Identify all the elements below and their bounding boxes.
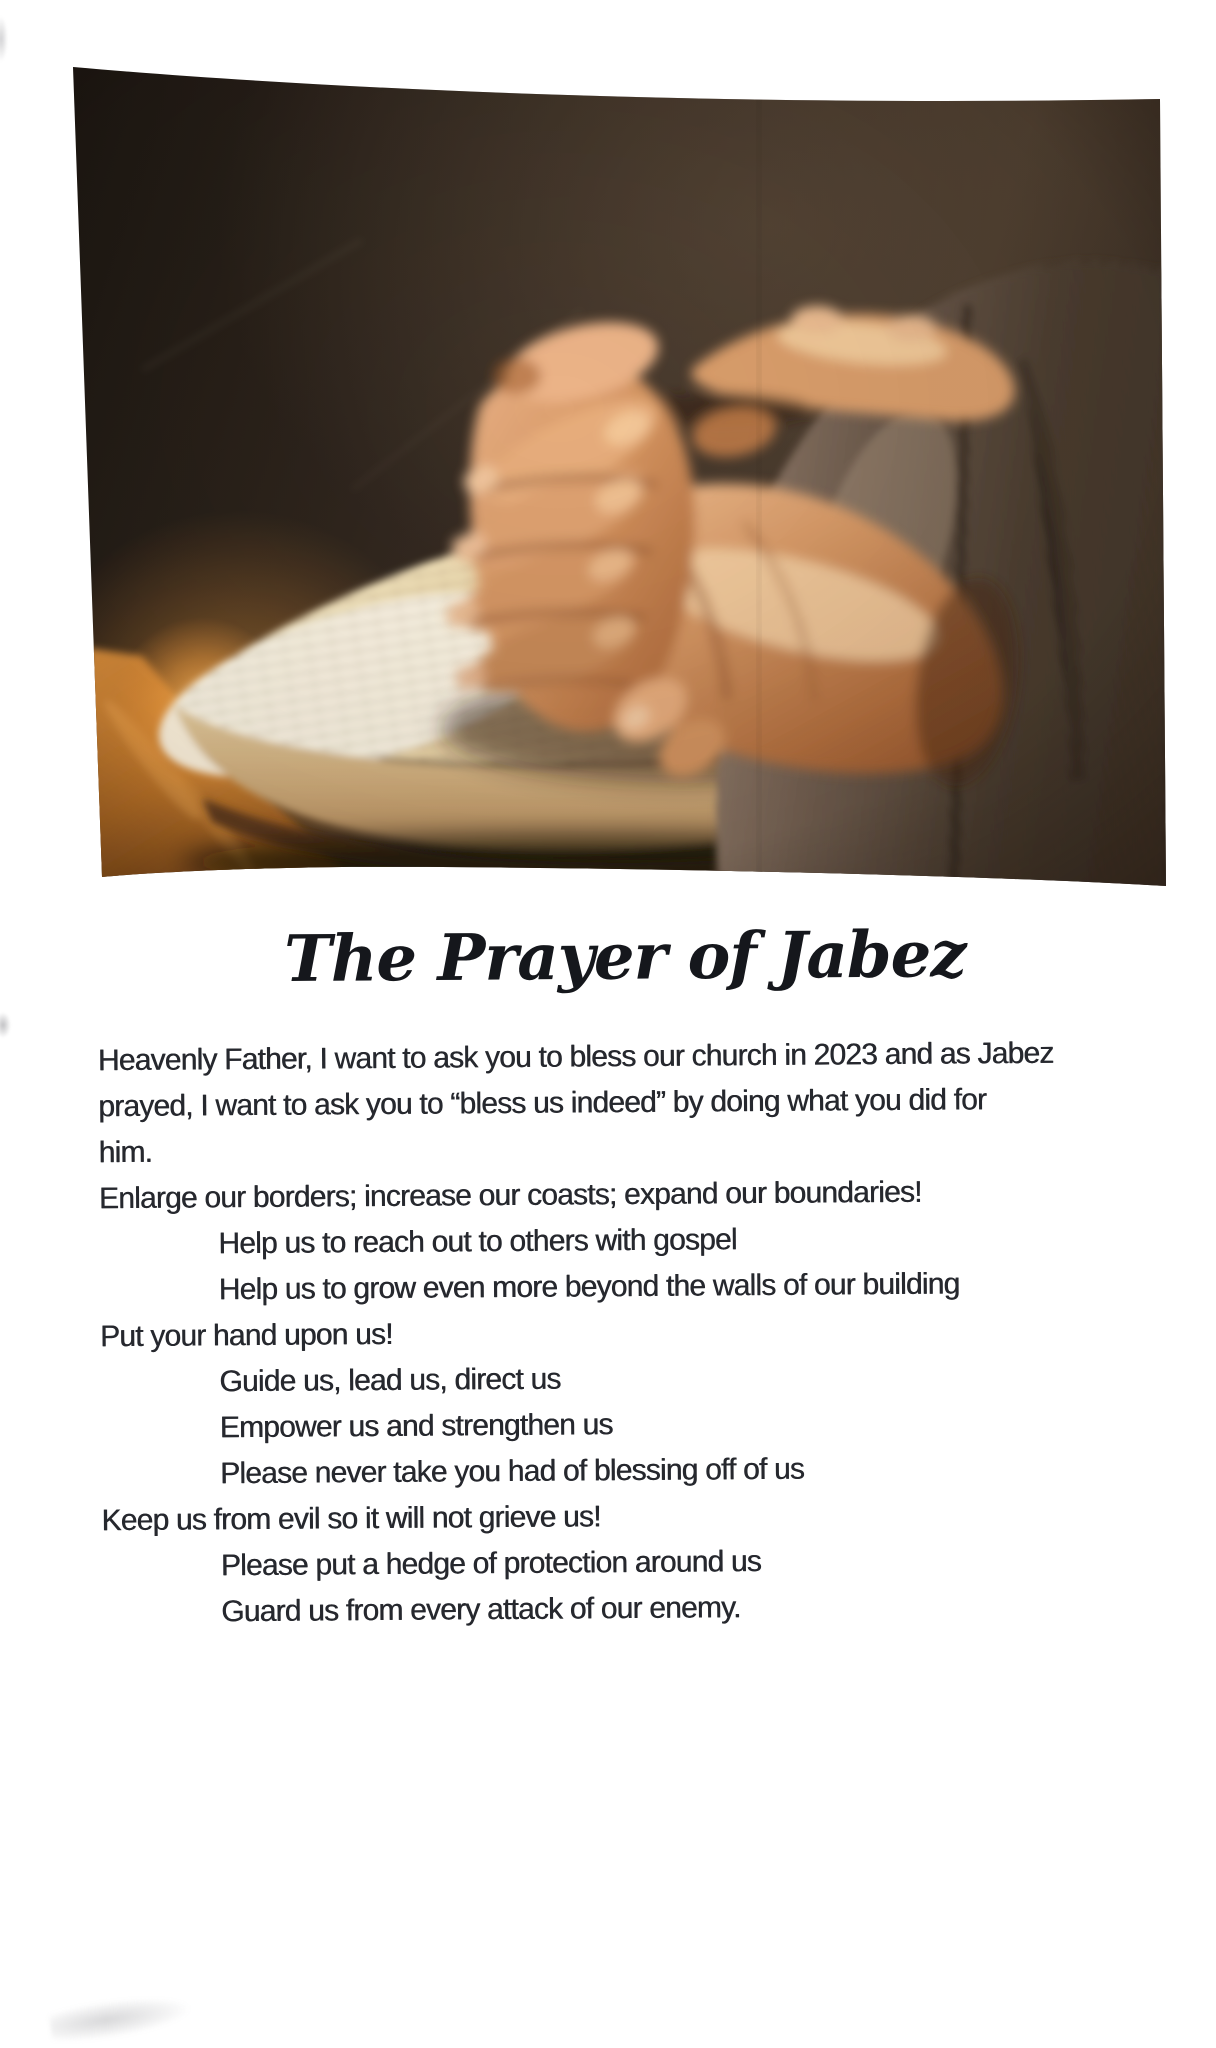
prayer-line: Enlarge our borders; increase our coasts; expand our boundaries!	[98, 1175, 922, 1216]
prayer-line: Help us to reach out to others with gospel	[218, 1223, 737, 1261]
prayer-line: him.	[98, 1135, 153, 1170]
page-title: The Prayer of Jabez	[283, 917, 966, 998]
prayer-line: Empower us and strengthen us	[219, 1408, 613, 1445]
scan-smudge	[48, 1990, 192, 2045]
scan-smudge	[0, 16, 8, 62]
prayer-line: Please put a hedge of protection around us	[220, 1545, 762, 1583]
prayer-line: prayed, I want to ask you to “bless us indeed” by doing what you did for	[98, 1083, 987, 1124]
prayer-line: Guard us from every attack of our enemy.	[221, 1591, 741, 1629]
praying-hands-photo	[62, 60, 1167, 890]
prayer-text	[0, 1029, 1216, 1637]
prayer-line: Put your hand upon us!	[99, 1317, 393, 1354]
prayer-line: Keep us from evil so it will not grieve us!	[101, 1500, 601, 1538]
prayer-line: Please never take you had of blessing off of us	[219, 1452, 805, 1491]
prayer-line: Guide us, lead us, direct us	[219, 1362, 561, 1399]
prayer-line: Help us to grow even more beyond the walls of our building	[218, 1267, 960, 1307]
prayer-line: Heavenly Father, I want to ask you to bless our church in 2023 and as Jabez	[97, 1036, 1054, 1078]
